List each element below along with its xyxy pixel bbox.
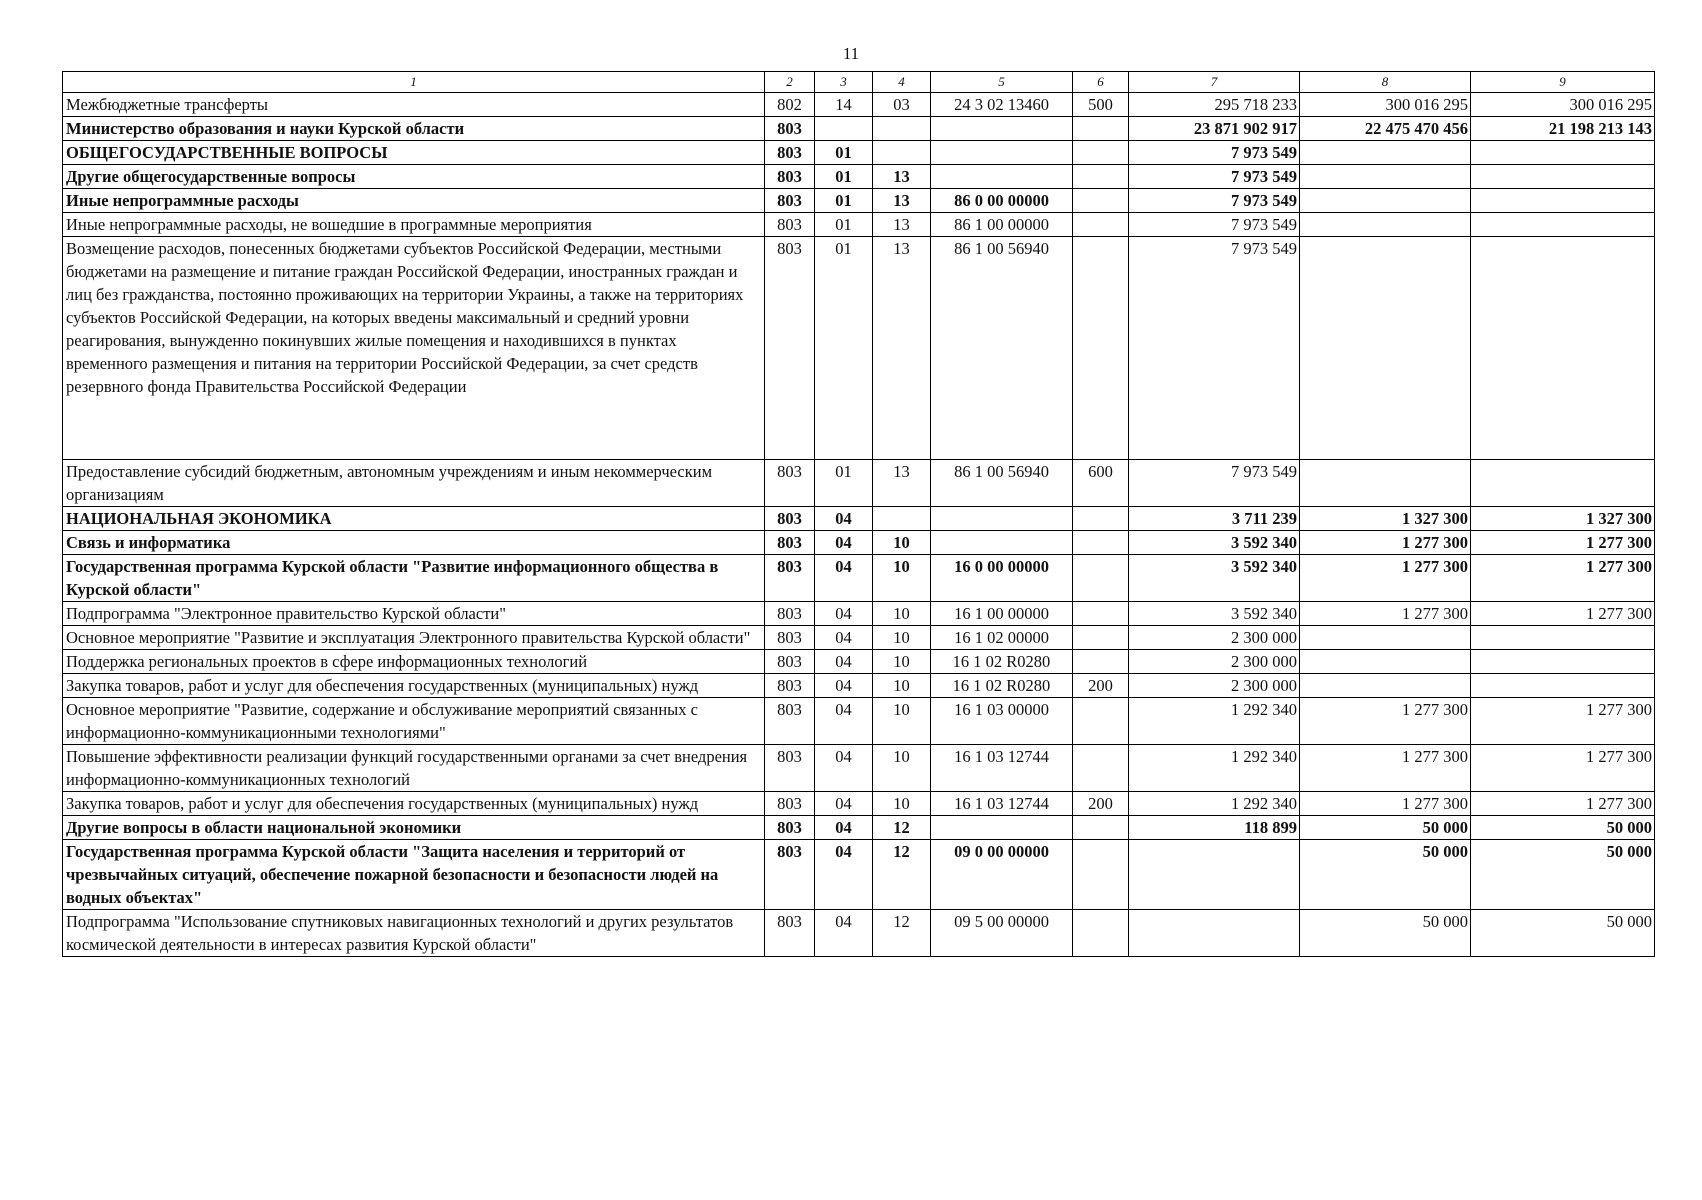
amount-col8-cell: 1 277 300 (1300, 602, 1471, 626)
header-cell: 1 (63, 72, 765, 93)
amount-col9-cell (1471, 460, 1655, 507)
expense-type-cell (1073, 816, 1129, 840)
subsection-code-cell: 10 (873, 650, 931, 674)
ministry-code-cell: 803 (765, 650, 815, 674)
section-code-cell: 04 (815, 674, 873, 698)
expense-type-cell (1073, 555, 1129, 602)
subsection-code-cell: 10 (873, 674, 931, 698)
subsection-code-cell: 13 (873, 460, 931, 507)
amount-col8-cell: 1 277 300 (1300, 792, 1471, 816)
page-number: 11 (842, 44, 860, 63)
amount-col8-cell (1300, 650, 1471, 674)
table-row (63, 189, 1655, 213)
expense-type-cell (1073, 117, 1129, 141)
expense-type-cell (1073, 507, 1129, 531)
target-article-cell: 86 1 00 00000 (931, 213, 1073, 237)
target-article-cell: 86 1 00 56940 (931, 460, 1073, 507)
row-name-cell: Иные непрограммные расходы, не вошедшие в программные мероприятия (63, 213, 765, 237)
section-code-cell (815, 117, 873, 141)
row-name-cell: Предоставление субсидий бюджетным, автономным учреждениям и иным некоммерческим организациям (63, 460, 765, 507)
target-article-cell (931, 507, 1073, 531)
row-name-cell: Подпрограмма "Электронное правительство Курской области" (63, 602, 765, 626)
table-row (63, 910, 1655, 957)
amount-col8-cell: 50 000 (1300, 910, 1471, 957)
section-code-cell: 04 (815, 555, 873, 602)
subsection-code-cell: 12 (873, 910, 931, 957)
target-article-cell: 16 0 00 00000 (931, 555, 1073, 602)
row-name-cell: Государственная программа Курской области "Развитие информационного общества в Курской области" (63, 555, 765, 602)
amount-col8-cell (1300, 213, 1471, 237)
amount-col8-cell (1300, 165, 1471, 189)
column-number-header-row (63, 72, 1655, 93)
expense-type-cell (1073, 602, 1129, 626)
header-cell: 8 (1300, 72, 1471, 93)
row-name-cell: Закупка товаров, работ и услуг для обеспечения государственных (муниципальных) нужд (63, 792, 765, 816)
amount-col9-cell: 1 277 300 (1471, 698, 1655, 745)
header-cell: 2 (765, 72, 815, 93)
table-row (63, 626, 1655, 650)
amount-col9-cell: 1 277 300 (1471, 745, 1655, 792)
amount-col7-cell: 2 300 000 (1129, 626, 1300, 650)
subsection-code-cell: 03 (873, 93, 931, 117)
expense-type-cell (1073, 626, 1129, 650)
amount-col8-cell (1300, 460, 1471, 507)
row-name-cell: Подпрограмма "Использование спутниковых навигационных технологий и других результатов космической деятельности в интересах развития Курской области" (63, 910, 765, 957)
amount-col9-cell (1471, 141, 1655, 165)
ministry-code-cell: 803 (765, 840, 815, 910)
subsection-code-cell: 10 (873, 792, 931, 816)
expense-type-cell: 600 (1073, 460, 1129, 507)
amount-col8-cell (1300, 626, 1471, 650)
amount-col7-cell: 1 292 340 (1129, 792, 1300, 816)
section-code-cell: 04 (815, 507, 873, 531)
amount-col8-cell: 1 327 300 (1300, 507, 1471, 531)
ministry-code-cell: 803 (765, 237, 815, 460)
target-article-cell: 16 1 03 12744 (931, 792, 1073, 816)
ministry-code-cell: 802 (765, 93, 815, 117)
ministry-code-cell: 803 (765, 189, 815, 213)
ministry-code-cell: 803 (765, 117, 815, 141)
amount-col9-cell (1471, 189, 1655, 213)
amount-col7-cell (1129, 910, 1300, 957)
row-name-cell: ОБЩЕГОСУДАРСТВЕННЫЕ ВОПРОСЫ (63, 141, 765, 165)
amount-col9-cell: 50 000 (1471, 816, 1655, 840)
amount-col9-cell: 1 277 300 (1471, 602, 1655, 626)
ministry-code-cell: 803 (765, 507, 815, 531)
amount-col9-cell: 300 016 295 (1471, 93, 1655, 117)
section-code-cell: 04 (815, 602, 873, 626)
ministry-code-cell: 803 (765, 674, 815, 698)
header-cell: 4 (873, 72, 931, 93)
amount-col7-cell: 295 718 233 (1129, 93, 1300, 117)
subsection-code-cell: 13 (873, 189, 931, 213)
row-name-cell: Другие общегосударственные вопросы (63, 165, 765, 189)
section-code-cell: 04 (815, 840, 873, 910)
subsection-code-cell: 10 (873, 602, 931, 626)
table-row (63, 165, 1655, 189)
row-name-cell: Государственная программа Курской области "Защита населения и территорий от чрезвычайных ситуаций, обеспечение пожарной безопасности и безопасности людей на водных объектах" (63, 840, 765, 910)
amount-col7-cell: 1 292 340 (1129, 698, 1300, 745)
table-row (63, 745, 1655, 792)
amount-col9-cell: 21 198 213 143 (1471, 117, 1655, 141)
header-cell: 7 (1129, 72, 1300, 93)
amount-col7-cell (1129, 840, 1300, 910)
amount-col8-cell: 1 277 300 (1300, 555, 1471, 602)
header-cell: 3 (815, 72, 873, 93)
amount-col9-cell: 1 277 300 (1471, 531, 1655, 555)
target-article-cell: 16 1 02 R0280 (931, 650, 1073, 674)
table-row (63, 674, 1655, 698)
amount-col9-cell: 1 327 300 (1471, 507, 1655, 531)
expense-type-cell (1073, 840, 1129, 910)
amount-col7-cell: 7 973 549 (1129, 213, 1300, 237)
target-article-cell: 16 1 00 00000 (931, 602, 1073, 626)
amount-col8-cell: 1 277 300 (1300, 745, 1471, 792)
section-code-cell: 01 (815, 213, 873, 237)
row-name-cell: Министерство образования и науки Курской области (63, 117, 765, 141)
subsection-code-cell: 12 (873, 840, 931, 910)
expense-type-cell: 200 (1073, 674, 1129, 698)
section-code-cell: 04 (815, 792, 873, 816)
ministry-code-cell: 803 (765, 213, 815, 237)
table-row (63, 531, 1655, 555)
amount-col8-cell: 1 277 300 (1300, 698, 1471, 745)
subsection-code-cell (873, 141, 931, 165)
section-code-cell: 04 (815, 745, 873, 792)
subsection-code-cell (873, 117, 931, 141)
amount-col8-cell (1300, 141, 1471, 165)
ministry-code-cell: 803 (765, 531, 815, 555)
target-article-cell: 16 1 03 12744 (931, 745, 1073, 792)
expense-type-cell: 500 (1073, 93, 1129, 117)
target-article-cell: 16 1 03 00000 (931, 698, 1073, 745)
amount-col8-cell (1300, 189, 1471, 213)
expense-type-cell (1073, 531, 1129, 555)
amount-col9-cell: 50 000 (1471, 910, 1655, 957)
section-code-cell: 04 (815, 626, 873, 650)
amount-col9-cell: 1 277 300 (1471, 555, 1655, 602)
expense-type-cell (1073, 213, 1129, 237)
amount-col7-cell: 3 592 340 (1129, 602, 1300, 626)
amount-col9-cell (1471, 674, 1655, 698)
row-name-cell: Другие вопросы в области национальной экономики (63, 816, 765, 840)
amount-col9-cell (1471, 237, 1655, 460)
amount-col8-cell (1300, 237, 1471, 460)
target-article-cell: 09 5 00 00000 (931, 910, 1073, 957)
amount-col7-cell: 7 973 549 (1129, 141, 1300, 165)
header-cell: 9 (1471, 72, 1655, 93)
table-row (63, 213, 1655, 237)
header-cell: 6 (1073, 72, 1129, 93)
section-code-cell: 01 (815, 165, 873, 189)
row-name-cell: Связь и информатика (63, 531, 765, 555)
amount-col8-cell: 300 016 295 (1300, 93, 1471, 117)
amount-col7-cell: 23 871 902 917 (1129, 117, 1300, 141)
section-code-cell: 01 (815, 141, 873, 165)
ministry-code-cell: 803 (765, 460, 815, 507)
ministry-code-cell: 803 (765, 792, 815, 816)
target-article-cell (931, 531, 1073, 555)
amount-col9-cell (1471, 626, 1655, 650)
target-article-cell (931, 816, 1073, 840)
amount-col9-cell: 50 000 (1471, 840, 1655, 910)
subsection-code-cell (873, 507, 931, 531)
target-article-cell: 24 3 02 13460 (931, 93, 1073, 117)
row-name-cell: Межбюджетные трансферты (63, 93, 765, 117)
section-code-cell: 01 (815, 237, 873, 460)
table-row (63, 650, 1655, 674)
amount-col8-cell: 22 475 470 456 (1300, 117, 1471, 141)
amount-col7-cell: 2 300 000 (1129, 674, 1300, 698)
ministry-code-cell: 803 (765, 141, 815, 165)
amount-col7-cell: 7 973 549 (1129, 165, 1300, 189)
expense-type-cell: 200 (1073, 792, 1129, 816)
target-article-cell: 86 1 00 56940 (931, 237, 1073, 460)
section-code-cell: 14 (815, 93, 873, 117)
row-name-cell: Иные непрограммные расходы (63, 189, 765, 213)
amount-col7-cell: 3 592 340 (1129, 531, 1300, 555)
table-row (63, 602, 1655, 626)
ministry-code-cell: 803 (765, 555, 815, 602)
expense-type-cell (1073, 189, 1129, 213)
subsection-code-cell: 10 (873, 698, 931, 745)
expense-type-cell (1073, 141, 1129, 165)
ministry-code-cell: 803 (765, 745, 815, 792)
amount-col8-cell (1300, 674, 1471, 698)
row-name-cell: Основное мероприятие "Развитие и эксплуатация Электронного правительства Курской области" (63, 626, 765, 650)
ministry-code-cell: 803 (765, 910, 815, 957)
row-name-cell: Повышение эффективности реализации функций государственными органами за счет внедрения информационно-коммуникационных технологий (63, 745, 765, 792)
subsection-code-cell: 10 (873, 745, 931, 792)
section-code-cell: 04 (815, 698, 873, 745)
amount-col7-cell: 3 711 239 (1129, 507, 1300, 531)
budget-table (62, 71, 1655, 957)
table-row (63, 816, 1655, 840)
table-body (63, 72, 1655, 957)
subsection-code-cell: 12 (873, 816, 931, 840)
table-row (63, 555, 1655, 602)
target-article-cell: 16 1 02 00000 (931, 626, 1073, 650)
section-code-cell: 04 (815, 531, 873, 555)
section-code-cell: 04 (815, 816, 873, 840)
subsection-code-cell: 13 (873, 213, 931, 237)
row-name-cell: Поддержка региональных проектов в сфере информационных технологий (63, 650, 765, 674)
table-row (63, 840, 1655, 910)
subsection-code-cell: 13 (873, 237, 931, 460)
target-article-cell: 86 0 00 00000 (931, 189, 1073, 213)
ministry-code-cell: 803 (765, 626, 815, 650)
expense-type-cell (1073, 165, 1129, 189)
section-code-cell: 04 (815, 650, 873, 674)
table-row (63, 93, 1655, 117)
amount-col7-cell: 118 899 (1129, 816, 1300, 840)
row-name-cell: НАЦИОНАЛЬНАЯ ЭКОНОМИКА (63, 507, 765, 531)
section-code-cell: 04 (815, 910, 873, 957)
subsection-code-cell: 10 (873, 531, 931, 555)
amount-col7-cell: 3 592 340 (1129, 555, 1300, 602)
target-article-cell (931, 165, 1073, 189)
amount-col7-cell: 7 973 549 (1129, 460, 1300, 507)
target-article-cell (931, 141, 1073, 165)
table-row (63, 141, 1655, 165)
ministry-code-cell: 803 (765, 165, 815, 189)
section-code-cell: 01 (815, 189, 873, 213)
subsection-code-cell: 10 (873, 555, 931, 602)
target-article-cell: 09 0 00 00000 (931, 840, 1073, 910)
amount-col7-cell: 7 973 549 (1129, 237, 1300, 460)
table-row (63, 237, 1655, 460)
expense-type-cell (1073, 745, 1129, 792)
expense-type-cell (1073, 237, 1129, 460)
table-row (63, 698, 1655, 745)
row-name-cell: Закупка товаров, работ и услуг для обеспечения государственных (муниципальных) нужд (63, 674, 765, 698)
expense-type-cell (1073, 910, 1129, 957)
amount-col9-cell (1471, 165, 1655, 189)
expense-type-cell (1073, 698, 1129, 745)
table-row (63, 792, 1655, 816)
amount-col7-cell: 2 300 000 (1129, 650, 1300, 674)
amount-col7-cell: 7 973 549 (1129, 189, 1300, 213)
section-code-cell: 01 (815, 460, 873, 507)
amount-col9-cell: 1 277 300 (1471, 792, 1655, 816)
ministry-code-cell: 803 (765, 816, 815, 840)
amount-col9-cell (1471, 650, 1655, 674)
ministry-code-cell: 803 (765, 698, 815, 745)
row-name-cell: Возмещение расходов, понесенных бюджетами субъектов Российской Федерации, местными бюджетами на размещение и питание граждан Российской Федерации, иностранных граждан и лиц без гражданства, постоянно проживающих на территории Украины, а также на территориях субъектов Российской Федерации, на которых введены максимальный и средний уровни реагирования, вынужденно покинувших жилые помещения и находившихся в пунктах временного размещения и питания на территории Российской Федерации, за счет средств резервного фонда Правительства Российской Федерации (63, 237, 765, 460)
amount-col8-cell: 1 277 300 (1300, 531, 1471, 555)
subsection-code-cell: 10 (873, 626, 931, 650)
table-row (63, 117, 1655, 141)
amount-col9-cell (1471, 213, 1655, 237)
target-article-cell (931, 117, 1073, 141)
target-article-cell: 16 1 02 R0280 (931, 674, 1073, 698)
amount-col8-cell: 50 000 (1300, 816, 1471, 840)
table-row (63, 507, 1655, 531)
subsection-code-cell: 13 (873, 165, 931, 189)
header-cell: 5 (931, 72, 1073, 93)
amount-col7-cell: 1 292 340 (1129, 745, 1300, 792)
table-row (63, 460, 1655, 507)
ministry-code-cell: 803 (765, 602, 815, 626)
row-name-cell: Основное мероприятие "Развитие, содержание и обслуживание мероприятий связанных с информационно-коммуникационными технологиями" (63, 698, 765, 745)
expense-type-cell (1073, 650, 1129, 674)
amount-col8-cell: 50 000 (1300, 840, 1471, 910)
